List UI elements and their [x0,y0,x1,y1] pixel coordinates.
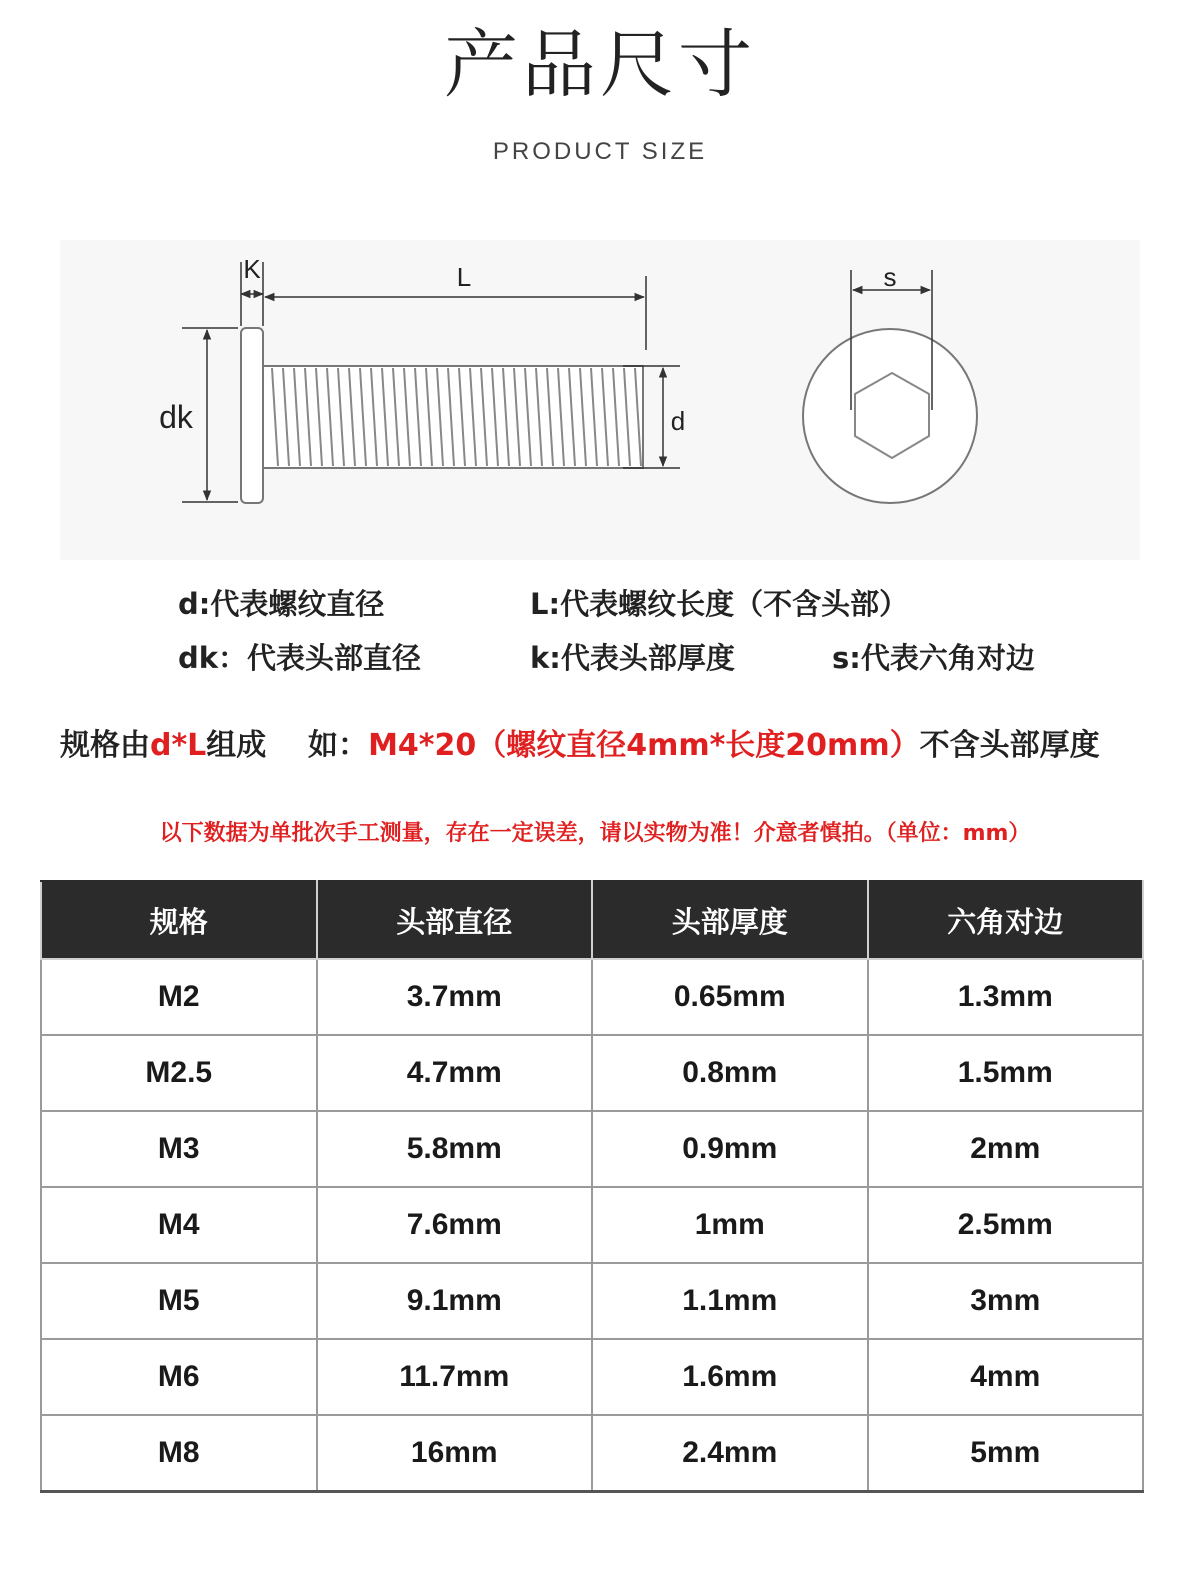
header-spec: 规格 [41,881,317,959]
example-prefix: 规格由 [60,728,150,763]
table-cell: 3mm [868,1263,1144,1339]
table-cell: 4.7mm [317,1035,593,1111]
table-row [41,1415,1143,1492]
header-head-thickness: 头部厚度 [592,881,868,959]
table-cell: 5.8mm [317,1111,593,1187]
table-cell: 2.4mm [592,1415,868,1492]
table-cell: M2 [41,959,317,1035]
page-title: 产品尺寸 [444,22,756,108]
screw-head [241,328,263,503]
example-suffix: 不含头部厚度 [919,728,1100,763]
table-header-row [41,881,1143,959]
table-cell: M3 [41,1111,317,1187]
table-cell: 2mm [868,1111,1144,1187]
legend-l: L:代表螺纹长度（不含头部） [530,587,909,621]
example-middle: 组成 如： [206,728,369,763]
table-row [41,1263,1143,1339]
header-hex-size: 六角对边 [868,881,1144,959]
legend-d: d:代表螺纹直径 [178,587,385,621]
table-cell: M6 [41,1339,317,1415]
table-row [41,1187,1143,1263]
l-label: L [456,262,472,292]
k-label: K [243,254,261,284]
example-sample: M4*20（螺纹直径4mm*长度20mm） [368,728,920,763]
measurement-notice: 以下数据为单批次手工测量，存在一定误差，请以实物为准！介意者慎拍。（单位：mm） [159,821,1031,846]
spec-example [60,720,1100,764]
table-row [41,1111,1143,1187]
table-cell: M2.5 [41,1035,317,1111]
table-cell: 0.9mm [592,1111,868,1187]
table-cell: 1.5mm [868,1035,1144,1111]
table-cell: 2.5mm [868,1187,1144,1263]
table-cell: 1.6mm [592,1339,868,1415]
header-head-diameter: 头部直径 [317,881,593,959]
table-cell: M5 [41,1263,317,1339]
table-cell: 0.8mm [592,1035,868,1111]
table-row [41,959,1143,1035]
table-cell: 7.6mm [317,1187,593,1263]
table-cell: 1mm [592,1187,868,1263]
table-cell: 4mm [868,1339,1144,1415]
legend-k: k:代表头部厚度 [530,641,735,675]
table-cell: 0.65mm [592,959,868,1035]
dk-label: dk [159,399,193,435]
table-cell: M4 [41,1187,317,1263]
table-cell: 16mm [317,1415,593,1492]
example-formula: d*L [150,728,207,763]
s-label: s [883,262,897,292]
table-cell: 9.1mm [317,1263,593,1339]
d-label: d [670,406,686,436]
table-cell: M8 [41,1415,317,1492]
screw-dimension-diagram [60,240,1140,560]
legend-dk: dk：代表头部直径 [178,641,422,675]
table-cell: 3.7mm [317,959,593,1035]
page-subtitle: PRODUCT SIZE [492,138,708,165]
table-cell: 1.3mm [868,959,1144,1035]
table-row [41,1035,1143,1111]
table-cell: 5mm [868,1415,1144,1492]
table-cell: 11.7mm [317,1339,593,1415]
table-cell: 1.1mm [592,1263,868,1339]
table-row [41,1339,1143,1415]
size-table [40,880,1144,1493]
legend-s: s:代表六角对边 [832,641,1035,675]
